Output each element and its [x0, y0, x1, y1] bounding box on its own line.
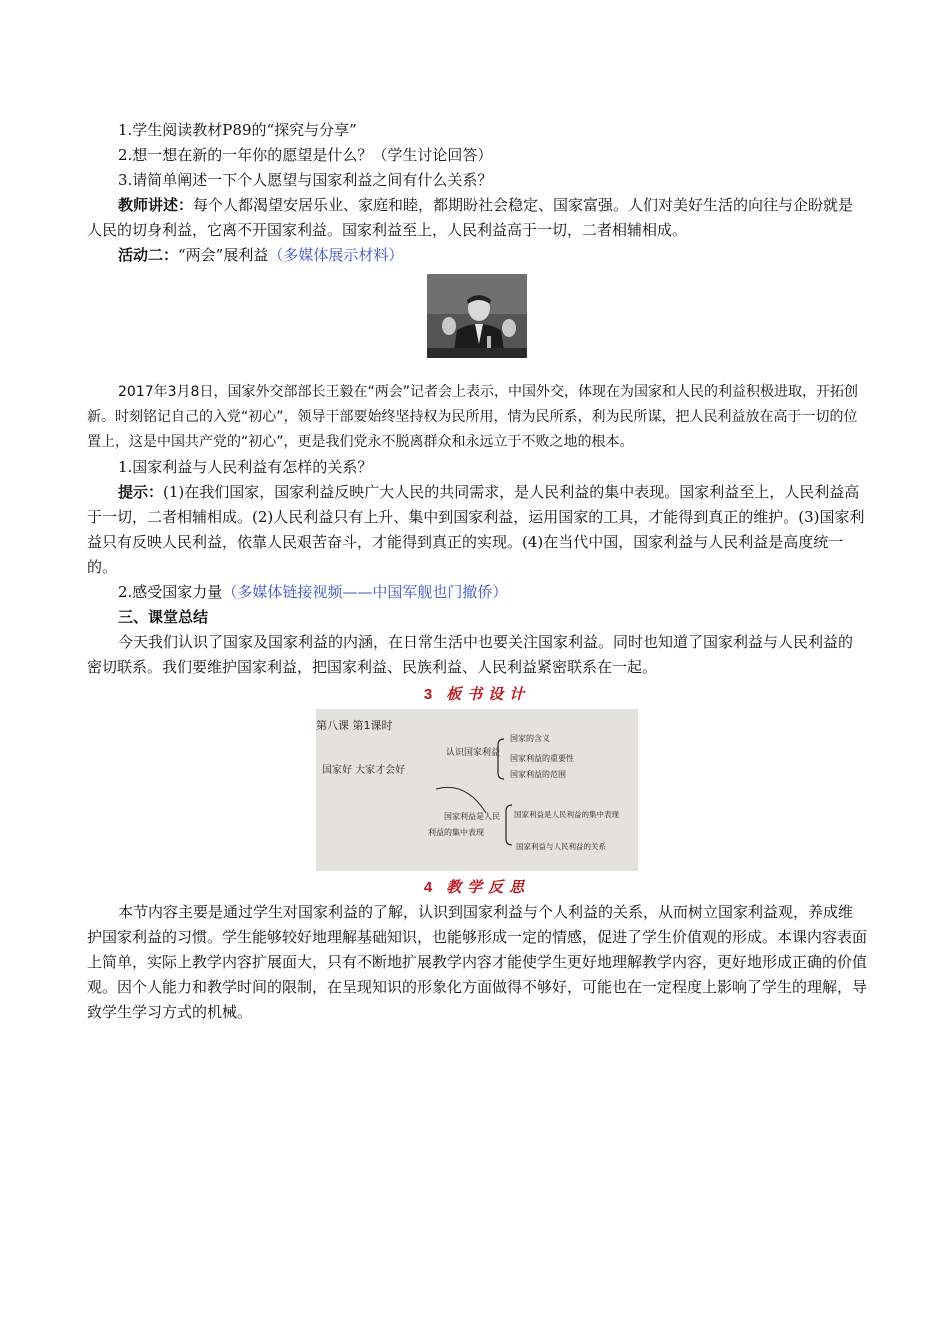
board-lesson: 第八课 第1课时	[316, 719, 393, 732]
board-diagram	[316, 709, 638, 871]
board-branch2-line2: 利益的集中表现	[428, 828, 484, 837]
board-item2-1: 国家利益是人民利益的集中表现	[514, 810, 619, 819]
blackboard-design-photo	[316, 709, 638, 871]
question-read-textbook: 1.学生阅读教材P89的“探究与分享”	[118, 121, 357, 139]
summary-heading: 三、课堂总结	[118, 608, 209, 626]
section4-heading	[87, 875, 867, 900]
activity2-label: 活动二：	[118, 246, 179, 264]
board-branch1: 认识国家利益	[446, 748, 501, 758]
power-text: 2.感受国家力量	[118, 583, 223, 601]
section3-heading	[87, 682, 867, 707]
section4-number: 4	[423, 879, 433, 896]
document-page	[87, 118, 867, 1025]
teacher-text: 每个人都渴望安居乐业、家庭和睦，都期盼社会稳定、国家富强。人们对美好生活的向往与企盼就是人民的切身利益，它离不开国家利益。国家利益至上，人民利益高于一切，二者相辅相成。	[87, 196, 854, 239]
teacher-label: 教师讲述：	[118, 196, 194, 214]
section3-title: 板书设计	[446, 685, 531, 703]
activity2-note: （多媒体展示材料）	[268, 246, 404, 264]
photo-container	[87, 274, 867, 358]
hint-text: (1)在我们国家，国家利益反映广大人民的共同需求，是人民利益的集中表现。国家利益至上，人民利益高于一切，二者相辅相成。(2)人民利益只有上升、集中到国家利益，运用国家的工具，才能得到真正的维护。(3)国家利益只有反映人民利益，依靠人民艰苦奋斗，才能得到真正的实现。(4)在当代中国，国家利益与人民利益是高度统一的。	[87, 483, 865, 576]
board-item2-2: 国家利益与人民利益的关系	[516, 842, 606, 851]
board-item1-3: 国家利益的范围	[510, 770, 566, 779]
board-item1-1: 国家的含义	[510, 734, 550, 743]
activity2-title: “两会”展利益	[178, 246, 269, 264]
photo-illustration	[427, 274, 527, 358]
board-item1-2: 国家利益的重要性	[510, 754, 574, 763]
board-container	[87, 709, 867, 871]
news-paragraph: 2017年3月8日，国家外交部部长王毅在“两会”记者会上表示，中国外交，体现在为国家和人民的利益积极进取，开拓创新。时刻铭记自己的入党“初心”，领导干部要始终坚持权为民所用，情为民所系，利为民所谋，把人民利益放在高于一切的位置上，这是中国共产党的“初心”，更是我们党永不脱离群众和永远立于不败之地的根本。	[87, 384, 858, 450]
question-wish-relation: 3.请简单阐述一下个人愿望与国家利益之间有什么关系？	[118, 171, 493, 189]
section3-number: 3	[423, 686, 433, 703]
activity2-line	[87, 243, 867, 268]
board-branch2-line1: 国家利益是人民	[444, 812, 500, 821]
board-topic: 国家好 大家才会好	[322, 765, 406, 776]
hint-paragraph	[87, 480, 867, 580]
section4-title: 教学反思	[446, 878, 531, 896]
summary-text: 今天我们认识了国家及国家利益的内涵，在日常生活中也要关注国家利益。同时也知道了国家利益与人民利益的密切联系。我们要维护国家利益，把国家利益、民族利益、人民利益紧密联系在一起。	[87, 633, 854, 676]
press-conference-photo	[427, 274, 527, 358]
question-new-year-wish: 2.想一想在新的一年你的愿望是什么？（学生讨论回答）	[118, 146, 493, 164]
power-note: （多媒体链接视频——中国军舰也门撤侨）	[222, 583, 508, 601]
question-relation: 1.国家利益与人民利益有怎样的关系？	[118, 458, 373, 476]
question-power	[87, 580, 867, 605]
reflection-text: 本节内容主要是通过学生对国家利益的了解，认识到国家利益与个人利益的关系，从而树立国家利益观，养成维护国家利益的习惯。学生能够较好地理解基础知识，也能够形成一定的情感，促进了学生价值观的形成。本课内容表面上简单，实际上教学内容扩展面大，只有不断地扩展教学内容才能使学生更好地理解教学内容，更好地形成正确的价值观。因个人能力和教学时间的限制，在呈现知识的形象化方面做得不够好，可能也在一定程度上影响了学生的理解，导致学生学习方式的机械。	[87, 903, 868, 1021]
hint-label: 提示：	[118, 483, 164, 501]
teacher-paragraph	[87, 193, 867, 243]
